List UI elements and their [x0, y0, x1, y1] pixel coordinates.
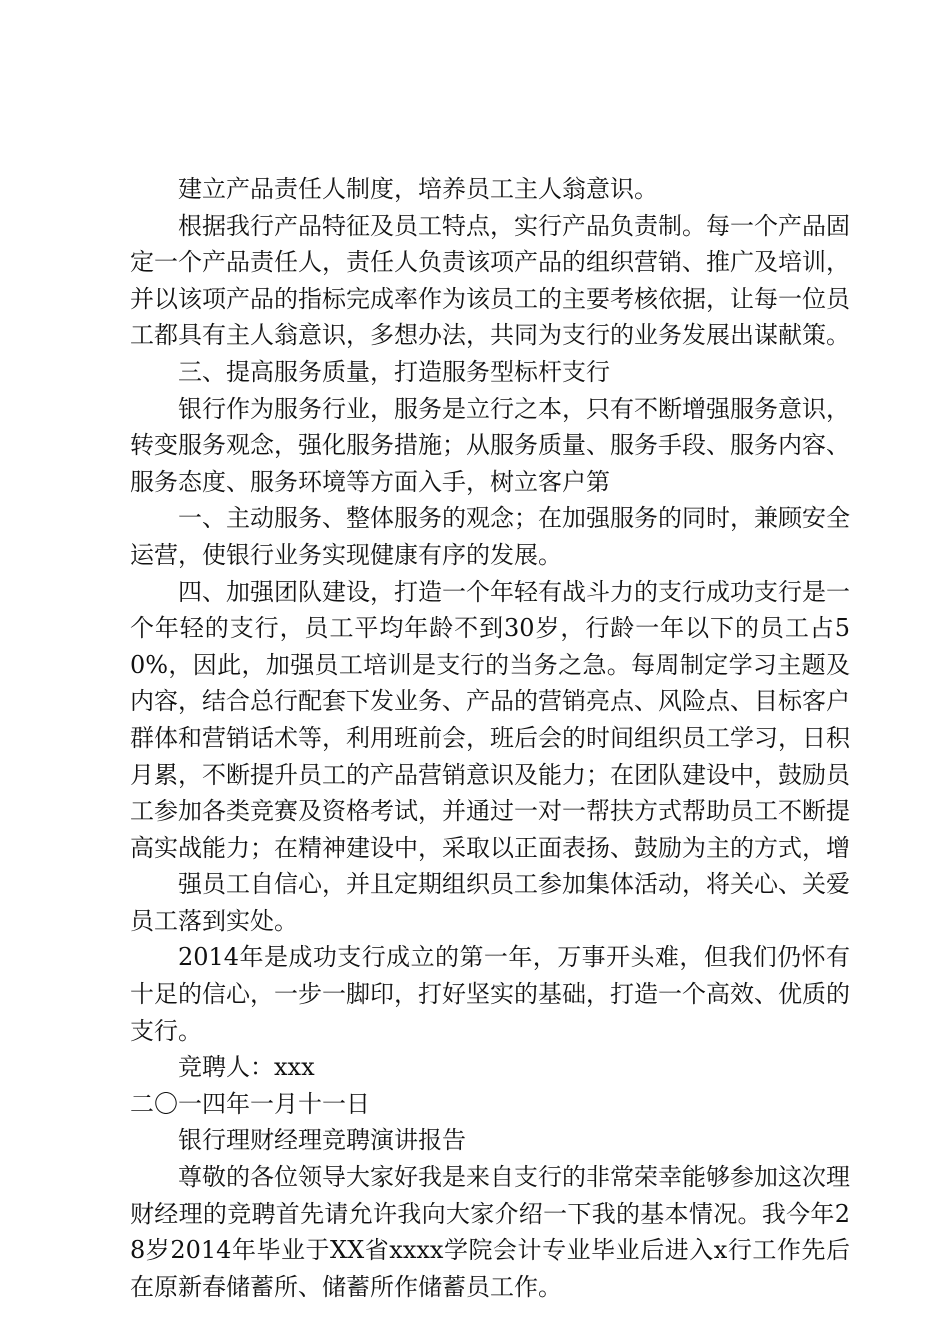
paragraph-team-building: 四、加强团队建设，打造一个年轻有战斗力的支行成功支行是一个年轻的支行，员工平均年龄不到30岁，行龄一年以下的员工占50%，因此，加强员工培训是支行的当务之急。每周制定学习主题及内容，结合总行配套下发业务、产品的营销亮点、风险点、目标客户群体和营销话术等，利用班前会，班后会的时间组织员工学习，日积月累，不断提升员工的产品营销意识及能力；在团队建设中，鼓励员工参加各类竞赛及资格考试，并通过一对一帮扶方式帮助员工不断提高实战能力；在精神建设中，采取以正面表扬、鼓励为主的方式，增 — [130, 577, 850, 862]
paragraph-service-industry: 银行作为服务行业，服务是立行之本，只有不断增强服务意识，转变服务观念，强化服务措施；从服务质量、服务手段、服务内容、服务态度、服务环境等方面入手，树立客户第 — [130, 394, 850, 496]
candidate-signature: 竞聘人：xxx — [178, 1053, 315, 1082]
paragraph-active-service: 一、主动服务、整体服务的观念；在加强服务的同时，兼顾安全运营，使银行业务实现健康有序的发展。 — [130, 504, 850, 569]
paragraph-employee-confidence: 强员工自信心，并且定期组织员工参加集体活动，将关心、关爱员工落到实处。 — [130, 870, 850, 935]
section-heading-service-quality: 三、提高服务质量，打造服务型标杆支行 — [178, 357, 610, 386]
paragraph-self-introduction: 尊敬的各位领导大家好我是来自支行的非常荣幸能够参加这次理财经理的竞聘首先请允许我向大家介绍一下我的基本情况。我今年28岁2014年毕业于XX省xxxx学院会计专业毕业后进入x行工作先后在原新春储蓄所、储蓄所作储蓄员工作。 — [130, 1163, 850, 1301]
paragraph-product-responsibility: 根据我行产品特征及员工特点，实行产品负责制。每一个产品固定一个产品责任人，责任人负责该项产品的组织营销、推广及培训，并以该项产品的指标完成率作为该员工的主要考核依据，让每一位员工都具有主人翁意识，多想办法，共同为支行的业务发展出谋献策。 — [130, 211, 850, 350]
document-body — [130, 171, 850, 1305]
paragraph-product-responsibility-heading: 建立产品责任人制度，培养员工主人翁意识。 — [178, 175, 658, 203]
paragraph-2014-outlook: 2014年是成功支行成立的第一年，万事开头难，但我们仍怀有十足的信心，一步一脚印，打好坚实的基础，打造一个高效、优质的支行。 — [130, 943, 850, 1045]
report-title: 银行理财经理竞聘演讲报告 — [178, 1126, 466, 1155]
document-date: 二〇一四年一月十一日 — [130, 1089, 370, 1118]
